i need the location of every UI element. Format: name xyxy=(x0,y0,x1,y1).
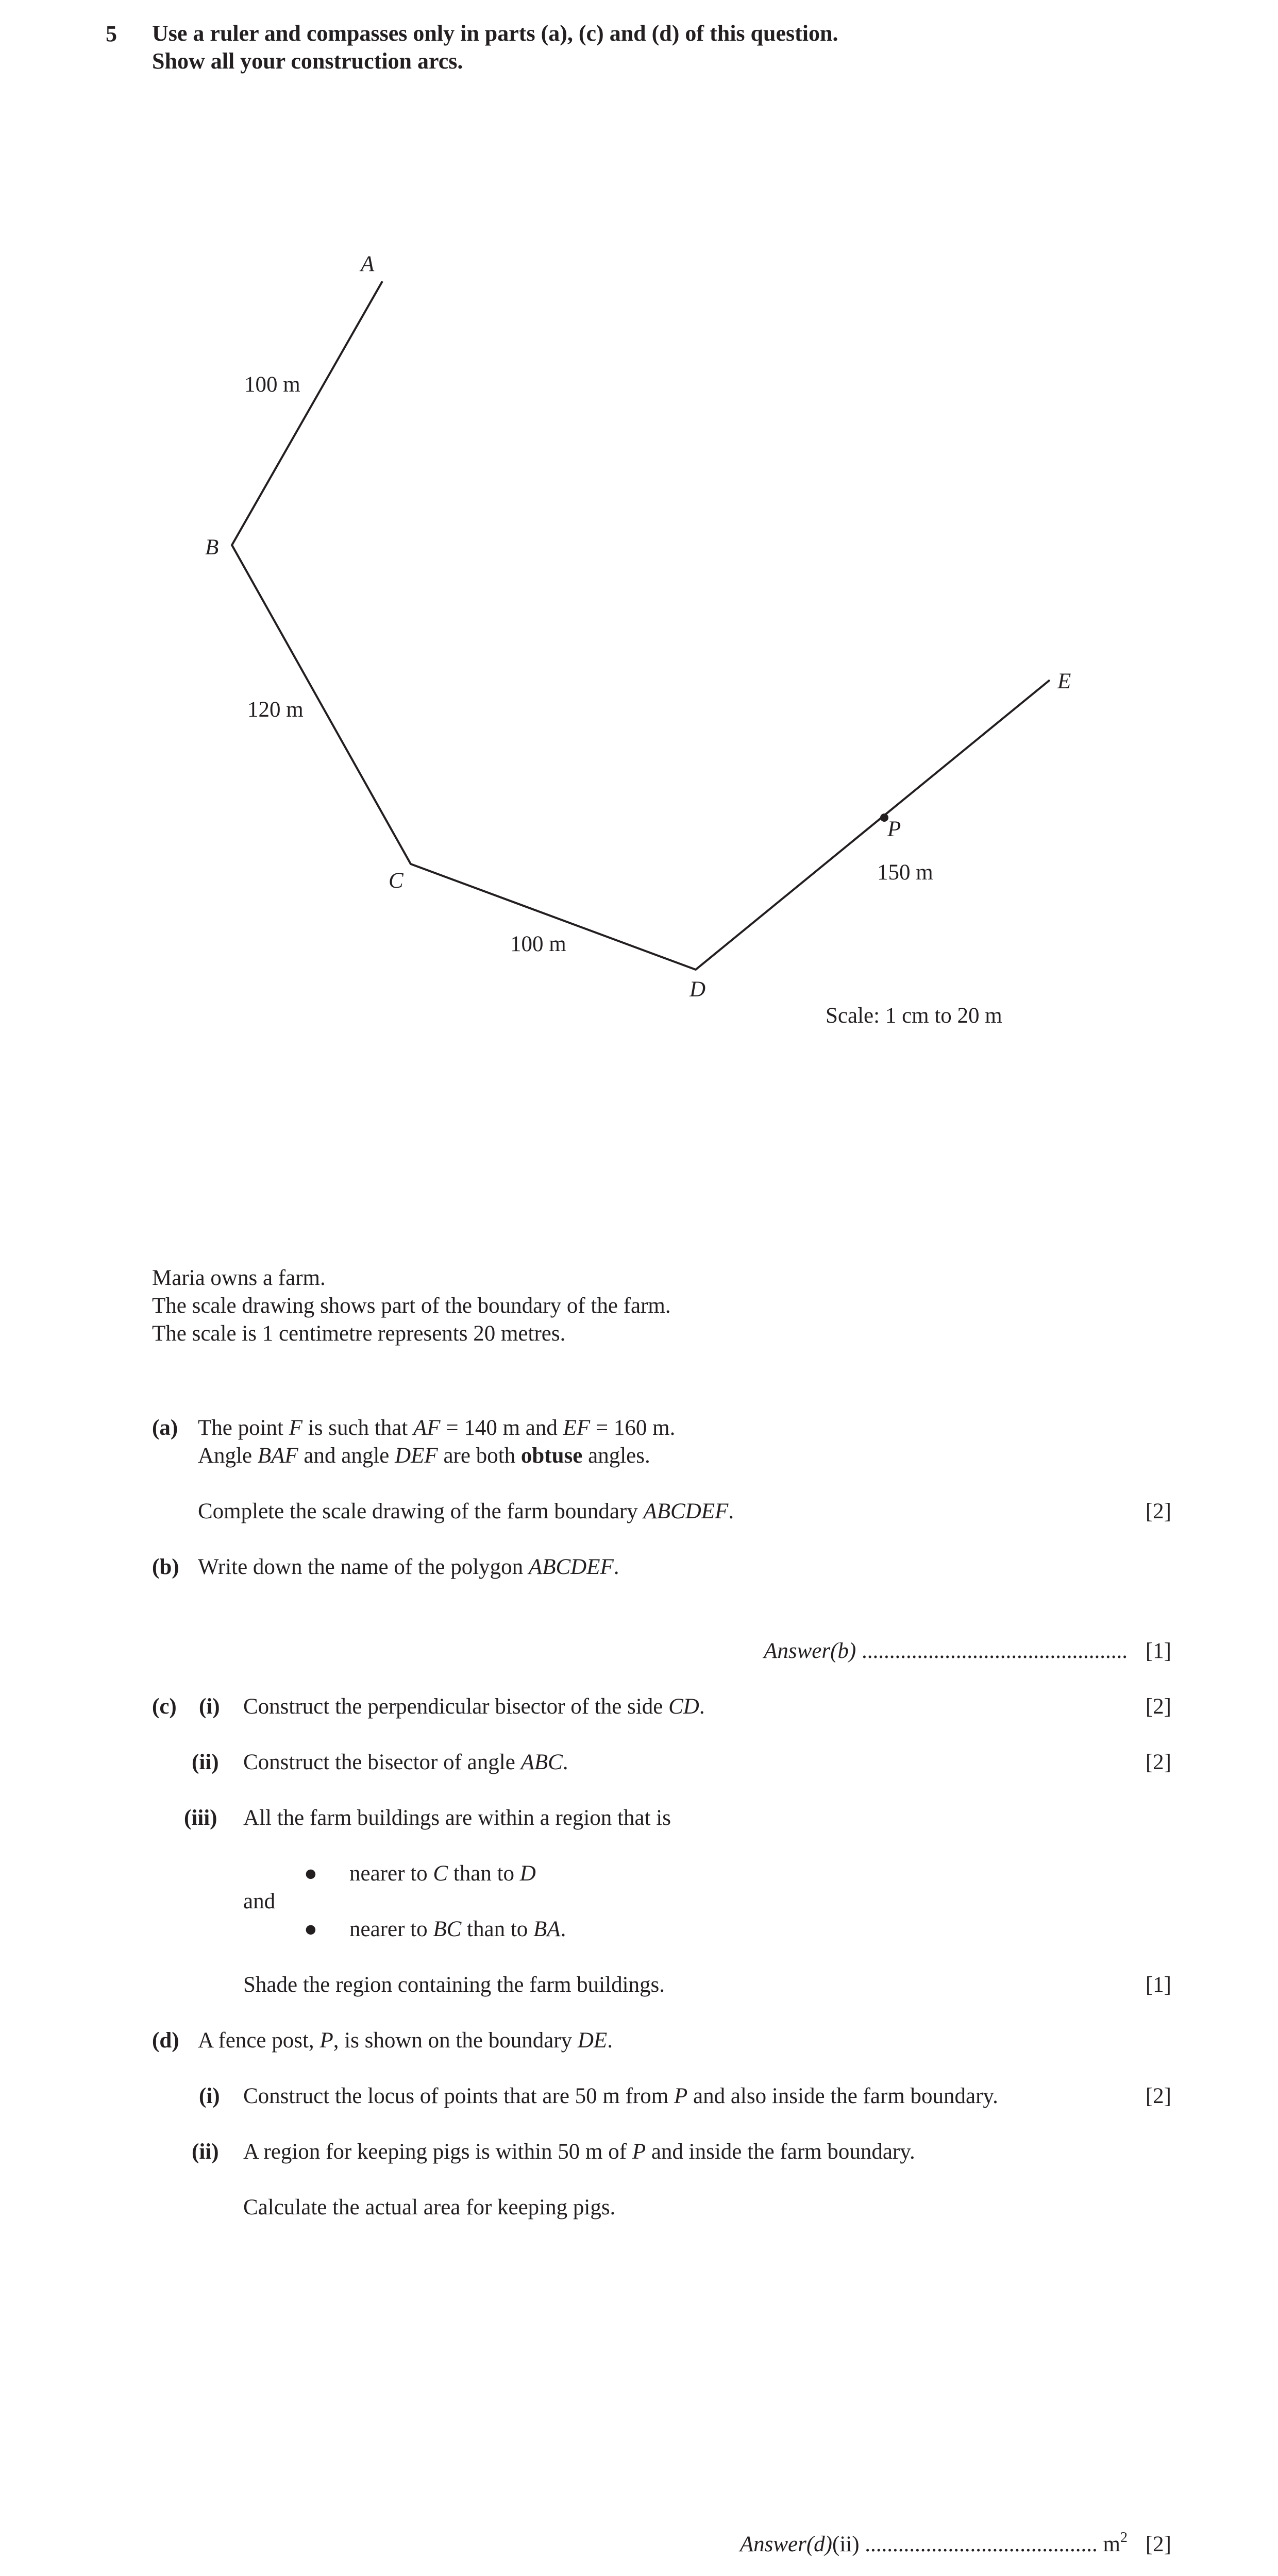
part-a-line1-mid2: = 140 m and xyxy=(440,1416,563,1440)
part-b-answer-line[interactable] xyxy=(764,1637,1128,1665)
bullet-1-d: D xyxy=(519,1861,536,1886)
part-b-text-prefix: Write down the name of the polygon xyxy=(198,1555,529,1579)
point-f-text: F xyxy=(289,1416,303,1440)
part-d-ii-p: P xyxy=(632,2140,646,2164)
part-c-ii-text-prefix: Construct the bisector of angle xyxy=(243,1750,521,1774)
bullet-2-dot: ● xyxy=(304,1917,317,1941)
question-number: 5 xyxy=(106,21,117,46)
scale-label: Scale: 1 cm to 20 m xyxy=(826,1004,1002,1028)
part-d-ii-label: (ii) xyxy=(192,2140,219,2164)
instruction-line-2: Show all your construction arcs. xyxy=(152,48,463,74)
part-d-i-text-end: and also inside the farm boundary. xyxy=(687,2084,998,2108)
and-text: and xyxy=(243,1889,276,1913)
bullet-2-bc: BC xyxy=(433,1917,462,1941)
part-d-ii-answer-label: Answer(d) xyxy=(739,2532,832,2556)
part-a-line1-prefix: The point xyxy=(198,1416,289,1440)
bullet-1-dot: ● xyxy=(304,1861,317,1886)
part-d-text-prefix: A fence post, xyxy=(198,2028,320,2053)
part-a-line2-mid: and angle xyxy=(298,1444,395,1468)
side-cd-text: CD xyxy=(668,1694,699,1719)
part-a-instruction-prefix: Complete the scale drawing of the farm boundary xyxy=(198,1499,644,1523)
af-text: AF xyxy=(413,1416,441,1440)
point-p-label: P xyxy=(887,817,901,841)
part-a-line-1 xyxy=(198,1414,675,1442)
part-a-instruction xyxy=(198,1498,734,1526)
part-d-text-end: . xyxy=(607,2028,613,2053)
part-c-ii-label: (ii) xyxy=(192,1750,219,1774)
point-d-label: D xyxy=(690,977,706,1002)
bullet-2-ba: BA xyxy=(533,1917,561,1941)
length-pe-label: 150 m xyxy=(877,860,933,885)
part-d-i-text-prefix: Construct the locus of points that are 50 m from xyxy=(243,2084,674,2108)
part-a-line1-mid1: is such that xyxy=(302,1416,414,1440)
point-a-label: A xyxy=(361,252,375,276)
part-b-answer-dots[interactable]: ................................................ xyxy=(862,1639,1128,1663)
part-c-iii-text: All the farm buildings are within a region that is xyxy=(243,1806,671,1830)
part-d-ii-text-end: and inside the farm boundary. xyxy=(646,2140,915,2164)
bullet-1-c: C xyxy=(433,1861,448,1886)
bullet-2-text xyxy=(349,1916,566,1943)
part-c-ii-mark: [2] xyxy=(1145,1750,1171,1774)
part-b-text xyxy=(198,1553,619,1581)
part-c-i-text-prefix: Construct the perpendicular bisector of the side xyxy=(243,1694,669,1719)
part-c-i-mark: [2] xyxy=(1145,1694,1171,1719)
part-d-text xyxy=(198,2027,613,2055)
part-d-i-label: (i) xyxy=(199,2084,220,2108)
part-b-label: (b) xyxy=(152,1555,179,1579)
obtuse-text: obtuse xyxy=(520,1444,583,1468)
unit-base: m xyxy=(1103,2532,1120,2556)
part-d-i-text xyxy=(243,2082,998,2110)
part-d-ii-text-prefix: A region for keeping pigs is within 50 m of xyxy=(243,2140,632,2164)
baf-text: BAF xyxy=(257,1444,298,1468)
bullet-1-mid: than to xyxy=(448,1861,520,1886)
part-c-ii-text xyxy=(243,1749,568,1776)
part-d-ii-answer-label-roman: (ii) xyxy=(832,2532,860,2556)
part-c-i-label: (i) xyxy=(199,1694,220,1719)
part-b-text-end: . xyxy=(613,1555,619,1579)
part-b-mark: [1] xyxy=(1145,1639,1171,1663)
point-c-label: C xyxy=(389,869,403,893)
intro-line-3: The scale is 1 centimetre represents 20 metres. xyxy=(152,1321,566,1346)
ef-text: EF xyxy=(563,1416,591,1440)
bullet-2-mid: than to xyxy=(461,1917,534,1941)
part-d-label: (d) xyxy=(152,2028,179,2053)
part-c-iii-instruction: Shade the region containing the farm buildings. xyxy=(243,1973,665,1997)
part-a-polygon-name: ABCDEF xyxy=(643,1499,729,1523)
length-cd-label: 100 m xyxy=(510,932,566,956)
length-ab-label: 100 m xyxy=(244,372,300,397)
point-b-label: B xyxy=(205,535,219,560)
part-c-ii-text-end: . xyxy=(562,1750,568,1774)
part-d-ii-instruction: Calculate the actual area for keeping pigs. xyxy=(243,2195,616,2219)
part-a-line-2 xyxy=(198,1442,650,1470)
part-a-line2-prefix: Angle xyxy=(198,1444,258,1468)
part-a-instruction-end: . xyxy=(728,1499,734,1523)
part-a-line1-end: = 160 m. xyxy=(590,1416,676,1440)
angle-abc-text: ABC xyxy=(520,1750,563,1774)
part-c-i-text xyxy=(243,1693,705,1721)
intro-line-1: Maria owns a farm. xyxy=(152,1266,326,1290)
part-a-mark: [2] xyxy=(1145,1499,1171,1523)
part-a-line2-mid2: are both xyxy=(438,1444,521,1468)
part-d-ii-answer-dots[interactable]: .......................................... xyxy=(865,2532,1098,2556)
part-a-line2-end: angles. xyxy=(582,1444,650,1468)
part-d-i-mark: [2] xyxy=(1145,2084,1171,2108)
farm-boundary-diagram xyxy=(0,0,1278,1082)
bullet-1-text xyxy=(349,1860,536,1888)
part-d-de: DE xyxy=(577,2028,608,2053)
part-d-ii-unit xyxy=(1103,2532,1128,2556)
length-bc-label: 120 m xyxy=(247,698,304,722)
bullet-2-end: . xyxy=(560,1917,566,1941)
part-d-p: P xyxy=(320,2028,333,2053)
part-c-iii-mark: [1] xyxy=(1145,1973,1171,1997)
instruction-line-1: Use a ruler and compasses only in parts (a), (c) and (d) of this question. xyxy=(152,21,838,46)
part-d-i-p: P xyxy=(674,2084,688,2108)
part-d-ii-text xyxy=(243,2138,915,2166)
unit-exponent: 2 xyxy=(1120,2530,1128,2546)
def-text: DEF xyxy=(395,1444,438,1468)
part-c-label: (c) xyxy=(152,1694,177,1719)
part-d-text-mid: , is shown on the boundary xyxy=(333,2028,578,2053)
part-b-polygon-name: ABCDEF xyxy=(528,1555,614,1579)
point-e-label: E xyxy=(1057,669,1071,693)
part-b-answer-label: Answer(b) xyxy=(764,1639,856,1663)
part-c-i-text-end: . xyxy=(699,1694,705,1719)
part-d-ii-mark: [2] xyxy=(1145,2532,1171,2556)
part-d-ii-answer-line[interactable] xyxy=(740,2531,1128,2558)
bullet-1-prefix: nearer to xyxy=(349,1861,433,1886)
part-a-label: (a) xyxy=(152,1416,178,1440)
part-c-iii-label: (iii) xyxy=(184,1806,217,1830)
bullet-2-prefix: nearer to xyxy=(349,1917,433,1941)
intro-line-2: The scale drawing shows part of the boundary of the farm. xyxy=(152,1294,671,1318)
